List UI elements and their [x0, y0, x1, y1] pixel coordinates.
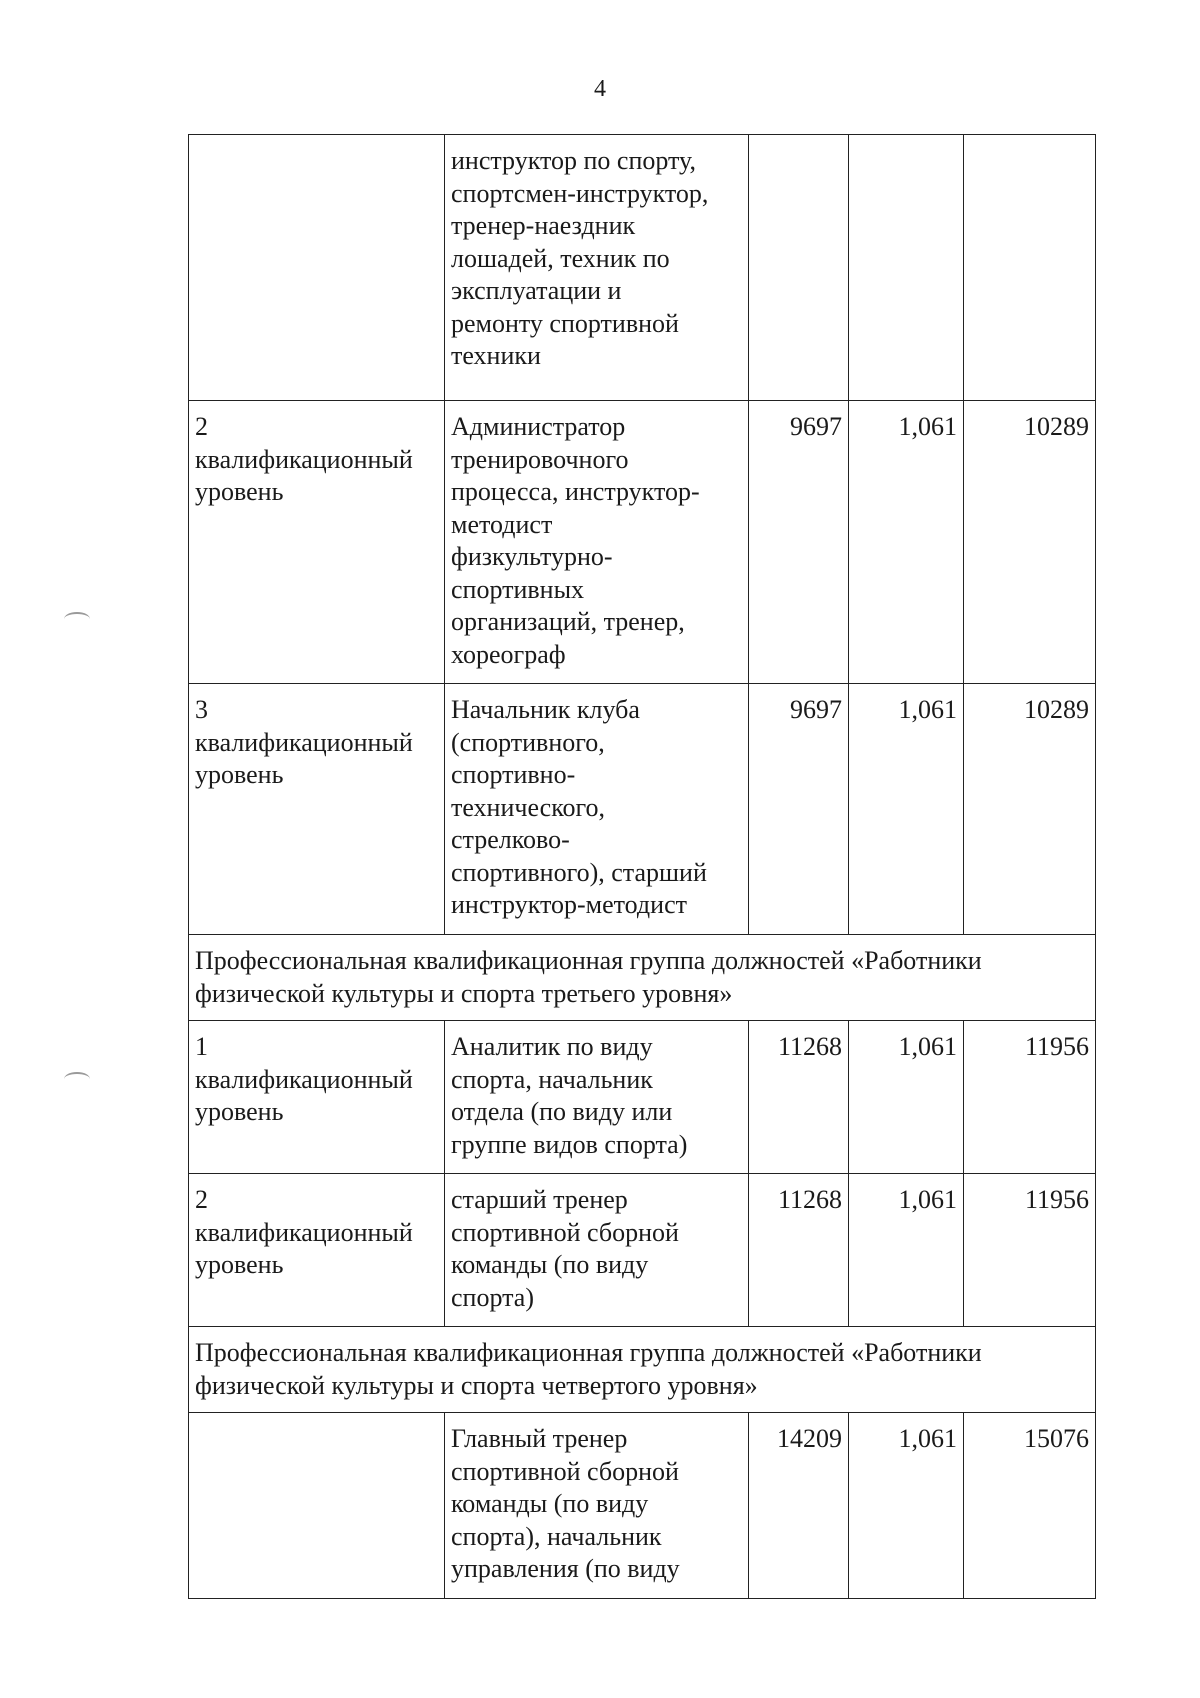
table-row	[189, 1413, 1096, 1599]
salary-cell: 11268	[749, 1174, 849, 1327]
salary-table	[188, 134, 1096, 1599]
coefficient-cell: 1,061	[849, 401, 964, 684]
total-cell: 10289	[964, 684, 1096, 935]
level-cell	[189, 1413, 445, 1599]
level-cell: 2 квалификационный уровень	[189, 1174, 445, 1327]
total-cell	[964, 135, 1096, 401]
positions-cell: Аналитик по виду спорта, начальник отдела (по виду или группе видов спорта)	[445, 1021, 749, 1174]
coefficient-cell: 1,061	[849, 1174, 964, 1327]
positions-cell: Начальник клуба (спортивного, спортивно- технического, стрелково- спортивного), старший инструктор-методист	[445, 684, 749, 935]
table-row	[189, 1174, 1096, 1327]
scan-mark	[64, 1072, 90, 1086]
group-header: Профессиональная квалификационная группа должностей «Работники физической культуры и спорта третьего уровня»	[189, 935, 1096, 1021]
salary-cell	[749, 135, 849, 401]
coefficient-cell: 1,061	[849, 1021, 964, 1174]
total-cell: 15076	[964, 1413, 1096, 1599]
positions-cell: Администратор тренировочного процесса, инструктор- методист физкультурно- спортивных организаций, тренер, хореограф	[445, 401, 749, 684]
coefficient-cell: 1,061	[849, 684, 964, 935]
page-number: 4	[594, 76, 606, 102]
total-cell: 10289	[964, 401, 1096, 684]
positions-cell: старший тренер спортивной сборной команды (по виду спорта)	[445, 1174, 749, 1327]
salary-cell: 14209	[749, 1413, 849, 1599]
scan-mark	[64, 612, 90, 626]
salary-cell: 11268	[749, 1021, 849, 1174]
group-header-row	[189, 1327, 1096, 1413]
level-cell: 3 квалификационный уровень	[189, 684, 445, 935]
level-cell: 1 квалификационный уровень	[189, 1021, 445, 1174]
table-row	[189, 401, 1096, 684]
level-cell	[189, 135, 445, 401]
table-row	[189, 1021, 1096, 1174]
coefficient-cell: 1,061	[849, 1413, 964, 1599]
salary-cell: 9697	[749, 684, 849, 935]
positions-cell: инструктор по спорту, спортсмен-инструктор, тренер-наездник лошадей, техник по эксплуатации и ремонту спортивной техники	[445, 135, 749, 401]
total-cell: 11956	[964, 1174, 1096, 1327]
group-header-row	[189, 935, 1096, 1021]
group-header: Профессиональная квалификационная группа должностей «Работники физической культуры и спорта четвертого уровня»	[189, 1327, 1096, 1413]
table-row	[189, 684, 1096, 935]
coefficient-cell	[849, 135, 964, 401]
salary-cell: 9697	[749, 401, 849, 684]
positions-cell: Главный тренер спортивной сборной команды (по виду спорта), начальник управления (по виду	[445, 1413, 749, 1599]
total-cell: 11956	[964, 1021, 1096, 1174]
table-row	[189, 135, 1096, 401]
level-cell: 2 квалификационный уровень	[189, 401, 445, 684]
